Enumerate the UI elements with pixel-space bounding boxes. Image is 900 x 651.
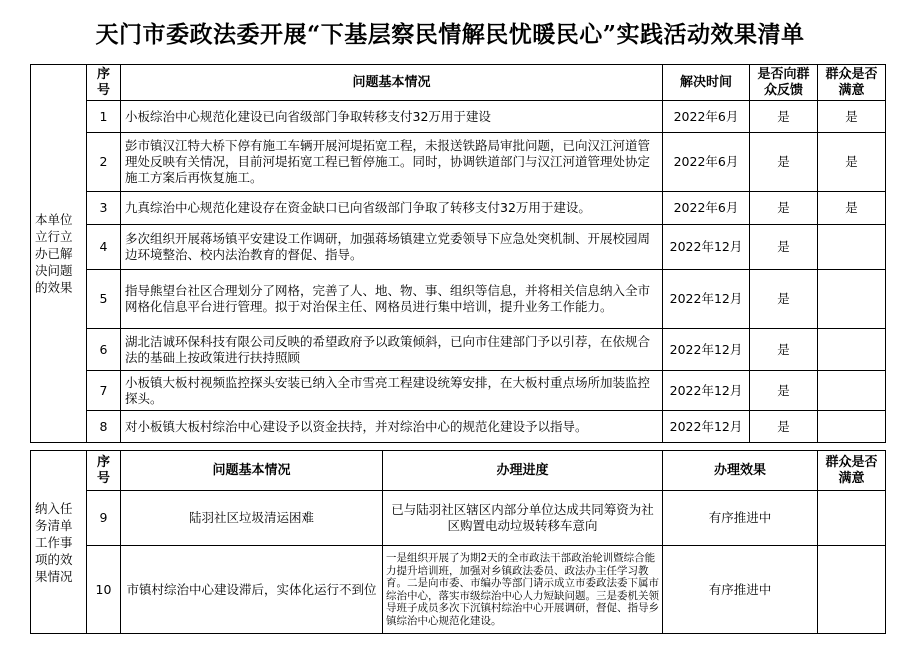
row-no: 4	[87, 225, 121, 270]
row-issue: 小板综治中心规范化建设已向省级部门争取转移支付32万用于建设	[121, 101, 663, 133]
table-row	[31, 546, 886, 634]
row-satisfied	[818, 329, 886, 371]
row-no: 2	[87, 133, 121, 192]
table-row	[31, 101, 886, 133]
row-issue: 小板镇大板村视频监控探头安装已纳入全市雪亮工程建设统筹安排，在大板村重点场所加装监控探头。	[121, 371, 663, 411]
row-time: 2022年6月	[663, 101, 750, 133]
row-no: 9	[87, 491, 121, 546]
row-time: 2022年12月	[663, 411, 750, 443]
section-label: 本单位立行立办已解决问题的效果	[31, 65, 87, 443]
row-issue: 陆羽社区垃圾清运困难	[121, 491, 383, 546]
row-effect: 有序推进中	[663, 546, 818, 634]
row-satisfied: 是	[818, 133, 886, 192]
row-issue: 彭市镇汉江特大桥下停有施工车辆开展河堤拓宽工程，未报送铁路局审批问题，已向汉江河道管理处反映有关情况，目前河堤拓宽工程已暂停施工。同时，协调铁道部门与汉江河道管理处协定施工方案后再恢复施工。	[121, 133, 663, 192]
row-no: 5	[87, 270, 121, 329]
row-satisfied: 是	[818, 101, 886, 133]
header-issue: 问题基本情况	[121, 65, 663, 101]
row-feedback: 是	[750, 329, 818, 371]
row-issue: 多次组织开展蒋场镇平安建设工作调研，加强蒋场镇建立党委领导下应急处突机制、开展校园周边环境整治、校内法治教育的督促、指导。	[121, 225, 663, 270]
row-feedback: 是	[750, 133, 818, 192]
row-no: 6	[87, 329, 121, 371]
row-issue: 指导熊望台社区合理划分了网格，完善了人、地、物、事、组织等信息，并将相关信息纳入全市网格化信息平台进行管理。拟于对治保主任、网格员进行集中培训，提升业务工作能力。	[121, 270, 663, 329]
task-list-table	[30, 450, 886, 634]
row-time: 2022年6月	[663, 192, 750, 225]
row-effect: 有序推进中	[663, 491, 818, 546]
row-progress: 已与陆羽社区辖区内部分单位达成共同筹资为社区购置电动垃圾转移车意向	[383, 491, 663, 546]
row-no: 8	[87, 411, 121, 443]
row-feedback: 是	[750, 411, 818, 443]
row-satisfied	[818, 270, 886, 329]
row-feedback: 是	[750, 270, 818, 329]
table-row	[31, 371, 886, 411]
row-feedback: 是	[750, 192, 818, 225]
table-row	[31, 329, 886, 371]
row-issue: 湖北洁诚环保科技有限公司反映的希望政府予以政策倾斜，已向市住建部门予以引荐，在依规合法的基础上按政策进行扶持照顾	[121, 329, 663, 371]
row-progress: 一是组织开展了为期2天的全市政法干部政治轮训暨综合能力提升培训班，加强对乡镇政法委员、政法办主任学习教育。二是向市委、市编办等部门请示成立市委政法委下属市综治中心，落实市级综治中心人力短缺问题。三是委机关领导班子成员多次下沉镇村综治中心开展调研，督促、指导乡镇综治中心规范化建设。	[383, 546, 663, 634]
row-time: 2022年12月	[663, 371, 750, 411]
row-time: 2022年12月	[663, 329, 750, 371]
row-satisfied	[818, 371, 886, 411]
header-no: 序号	[87, 65, 121, 101]
row-satisfied	[818, 411, 886, 443]
row-issue: 对小板镇大板村综治中心建设予以资金扶持，并对综治中心的规范化建设予以指导。	[121, 411, 663, 443]
row-issue: 九真综治中心规范化建设存在资金缺口已向省级部门争取了转移支付32万用于建设。	[121, 192, 663, 225]
table-row	[31, 411, 886, 443]
table-row	[31, 491, 886, 546]
table-row	[31, 225, 886, 270]
row-no: 10	[87, 546, 121, 634]
section-label: 纳入任务清单工作事项的效果情况	[31, 451, 87, 634]
header-no: 序号	[87, 451, 121, 491]
header-satisfied: 群众是否满意	[818, 451, 886, 491]
row-feedback: 是	[750, 225, 818, 270]
row-issue: 市镇村综治中心建设滞后，实体化运行不到位	[121, 546, 383, 634]
table-header-row	[31, 451, 886, 491]
row-no: 1	[87, 101, 121, 133]
row-time: 2022年6月	[663, 133, 750, 192]
row-no: 7	[87, 371, 121, 411]
header-feedback: 是否向群众反馈	[750, 65, 818, 101]
row-satisfied	[818, 546, 886, 634]
row-time: 2022年12月	[663, 225, 750, 270]
table-row	[31, 270, 886, 329]
row-satisfied	[818, 225, 886, 270]
row-satisfied	[818, 491, 886, 546]
row-feedback: 是	[750, 371, 818, 411]
header-issue: 问题基本情况	[121, 451, 383, 491]
table-row	[31, 192, 886, 225]
header-effect: 办理效果	[663, 451, 818, 491]
page-title: 天门市委政法委开展“下基层察民情解民忧暖民心”实践活动效果清单	[95, 20, 805, 48]
row-feedback: 是	[750, 101, 818, 133]
resolved-issues-table	[30, 64, 886, 443]
header-progress: 办理进度	[383, 451, 663, 491]
table-row	[31, 133, 886, 192]
table-header-row	[31, 65, 886, 101]
row-no: 3	[87, 192, 121, 225]
header-satisfied: 群众是否满意	[818, 65, 886, 101]
row-time: 2022年12月	[663, 270, 750, 329]
row-satisfied: 是	[818, 192, 886, 225]
header-time: 解决时间	[663, 65, 750, 101]
